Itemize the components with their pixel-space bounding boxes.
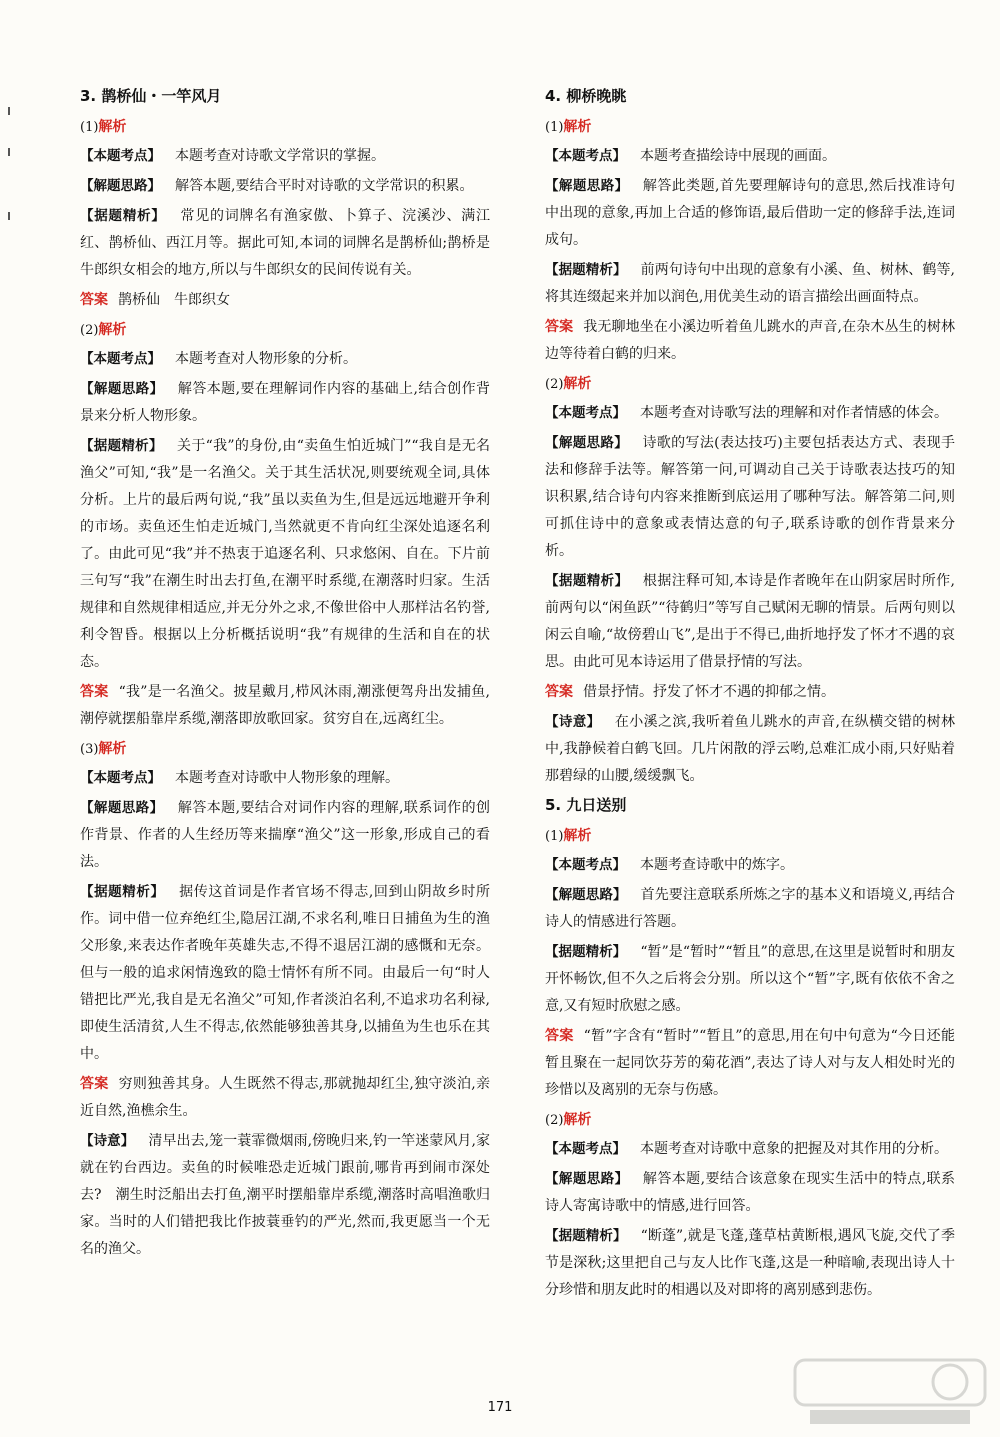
analysis-paragraph	[545, 1223, 955, 1304]
paragraph-text: 解答本题,要结合该意象在现实生活中的特点,联系诗人寄寓诗歌中的情感,进行回答。	[545, 1171, 956, 1214]
analysis-paragraph	[545, 173, 955, 254]
paragraph-tag: 【解题思路】	[545, 887, 627, 903]
analysis-paragraph	[545, 1136, 955, 1163]
paragraph-text: 据传这首词是作者官场不得志,回到山阴故乡时所作。词中借一位弃绝红尘,隐居江湖,不求名利,唯日日捕鱼为生的渔父形象,来表达作者晚年英雄失志,不得不退居江湖的感慨和无奈。但与一般的追求闲情逸致的隐士情怀有所不同。由最后一句“时人错把比严光,我自是无名渔父”可知,作者淡泊名利,不追求功名利禄,即使生活清贫,人生不得志,依然能够独善其身,以捕鱼为生也乐在其中。	[80, 884, 490, 1062]
paragraph-text: 本题考查诗歌中的炼字。	[626, 857, 794, 873]
paragraph-tag: 【本题考点】	[80, 351, 161, 367]
answer-text: 鹊桥仙 牛郎织女	[118, 292, 230, 308]
analysis-paragraph	[80, 433, 490, 676]
paragraph-text: 首先要注意联系所炼之字的基本义和语境义,再结合诗人的情感进行答题。	[545, 887, 956, 930]
analysis-paragraph	[80, 1128, 490, 1263]
analysis-paragraph	[80, 346, 490, 373]
analysis-label: 解析	[563, 376, 592, 392]
answer-text: 我无聊地坐在小溪边听着鱼儿跳水的声音,在杂木丛生的树林边等待着白鹤的归来。	[545, 319, 956, 362]
analysis-paragraph	[545, 430, 955, 565]
answer-label: 答案	[545, 684, 573, 700]
edge-mark	[8, 107, 10, 115]
section-heading: 4. 柳桥晚眺	[545, 87, 627, 105]
paragraph-text: 根据注释可知,本诗是作者晚年在山阴家居时所作,前两句以“闲鱼跃”“待鹤归”等写自己赋闲无聊的情景。后两句则以闲云自喻,“故傍碧山飞”,是出于不得已,曲折地抒发了怀才不遇的哀思。由此可见本诗运用了借景抒情的写法。	[545, 573, 956, 670]
paragraph-text: 解答本题,要在理解词作内容的基础上,结合创作背景来分析人物形象。	[80, 381, 491, 424]
paragraph-text: 解答此类题,首先要理解诗句的意思,然后找准诗句中出现的意象,再加上合适的修饰语,最后借助一定的修辞手法,连词成句。	[545, 178, 956, 248]
subquestion-label	[80, 736, 490, 763]
subquestion-number: (3)	[80, 742, 99, 757]
paragraph-text: “暂”是“暂时”“暂且”的意思,在这里是说暂时和朋友开怀畅饮,但不久之后将会分别。所以这个“暂”字,既有依依不舍之意,又有短时欣慰之感。	[545, 944, 955, 1014]
paragraph-text: 本题考查对人物形象的分析。	[161, 351, 357, 367]
analysis-paragraph	[545, 568, 955, 676]
paragraph-text: 关于“我”的身份,由“卖鱼生怕近城门”“我自是无名渔父”可知,“我”是一名渔父。关于其生活状况,则要统观全词,具体分析。上片的最后两句说,“我”虽以卖鱼为生,但是远远地避开争利的市场。卖鱼还生怕走近城门,当然就更不肯向红尘深处追逐名利了。由此可见“我”并不热衷于追逐名利、只求悠闲、自在。下片前三句写“我”在潮生时出去打鱼,在潮平时系缆,在潮落时归家。生活规律和自然规律相适应,并无分外之求,不像世俗中人那样沽名钓誉,利令智昏。根据以上分析概括说明“我”有规律的生活和自在的状态。	[80, 438, 490, 670]
analysis-label: 解析	[563, 119, 592, 135]
analysis-paragraph	[545, 852, 955, 879]
analysis-paragraph	[80, 765, 490, 792]
answer-text: 穷则独善其身。人生既然不得志,那就抛却红尘,独守淡泊,亲近自然,渔樵余生。	[80, 1076, 491, 1119]
paragraph-text: 常见的词牌名有渔家傲、卜算子、浣溪沙、满江红、鹊桥仙、西江月等。据此可知,本词的词牌名是鹊桥仙;鹊桥是牛郎织女相会的地方,所以与牛郎织女的民间传说有关。	[80, 208, 491, 278]
answer-paragraph	[545, 1023, 955, 1104]
subquestion-label	[80, 317, 490, 344]
answer-text: 借景抒情。抒发了怀才不遇的抑郁之情。	[583, 684, 835, 700]
paragraph-text: 诗歌的写法(表达技巧)主要包括表达方式、表现手法和修辞手法等。解答第一问,可调动自己关于诗歌表达技巧的知识积累,结合诗句内容来推断到底运用了哪种写法。解答第二问,则可抓住诗中的意象或表情达意的句子,联系诗歌的创作背景来分析。	[545, 435, 955, 559]
paragraph-tag: 【据题精析】	[545, 573, 629, 589]
subquestion-number: (2)	[80, 323, 99, 338]
analysis-paragraph	[80, 203, 490, 284]
analysis-paragraph	[80, 173, 490, 200]
analysis-paragraph	[80, 143, 490, 170]
analysis-label: 解析	[98, 119, 127, 135]
paragraph-tag: 【据题精析】	[545, 1228, 627, 1244]
paragraph-tag: 【据题精析】	[545, 262, 627, 278]
analysis-label: 解析	[563, 1112, 592, 1128]
paragraph-tag: 【据题精析】	[80, 208, 166, 224]
analysis-paragraph	[545, 709, 955, 790]
paragraph-tag: 【本题考点】	[545, 1141, 626, 1157]
analysis-paragraph	[545, 939, 955, 1020]
paragraph-text: 清早出去,笼一蓑霏微烟雨,傍晚归来,钓一竿迷蒙风月,家就在钓台西边。卖鱼的时候唯恐走近城门跟前,哪肯再到闹市深处去? 潮生时泛船出去打鱼,潮平时摆船靠岸系缆,潮落时高唱渔歌归家。当时的人们错把我比作披蓑垂钓的严光,然而,我更愿当一个无名的渔父。	[80, 1133, 491, 1257]
analysis-label: 解析	[563, 828, 592, 844]
answer-text: “我”是一名渔父。披星戴月,栉风沐雨,潮涨便驾舟出发捕鱼,潮停就摆船靠岸系缆,潮落即放歌回家。贫穷自在,远离红尘。	[80, 684, 490, 727]
paragraph-tag: 【据题精析】	[80, 438, 163, 454]
paragraph-tag: 【本题考点】	[80, 148, 161, 164]
paragraph-text: 本题考查对诗歌中意象的把握及对其作用的分析。	[626, 1141, 948, 1157]
paragraph-tag: 【解题思路】	[80, 800, 164, 816]
paragraph-tag: 【本题考点】	[80, 770, 161, 786]
subquestion-number: (1)	[80, 120, 99, 135]
analysis-label: 解析	[98, 741, 127, 757]
analysis-paragraph	[80, 879, 490, 1068]
answer-paragraph	[545, 314, 955, 368]
paragraph-tag: 【解题思路】	[545, 178, 629, 194]
analysis-paragraph	[80, 795, 490, 876]
subquestion-number: (1)	[545, 829, 564, 844]
analysis-paragraph	[545, 400, 955, 427]
paragraph-tag: 【本题考点】	[545, 148, 626, 164]
analysis-paragraph	[80, 376, 490, 430]
analysis-paragraph	[545, 882, 955, 936]
paragraph-text: “断蓬”,就是飞蓬,蓬草枯黄断根,遇风飞旋,交代了季节是深秋;这里把自己与友人比作飞蓬,这是一种暗喻,表现出诗人十分珍惜和朋友此时的相遇以及对即将的离别感到悲伤。	[545, 1228, 955, 1298]
subquestion-number: (2)	[545, 1113, 564, 1128]
subquestion-label	[545, 1107, 955, 1134]
paragraph-tag: 【据题精析】	[545, 944, 627, 960]
paragraph-text: 本题考查对诗歌写法的理解和对作者情感的体会。	[626, 405, 948, 421]
paragraph-tag: 【本题考点】	[545, 857, 626, 873]
paragraph-tag: 【据题精析】	[80, 884, 165, 900]
subquestion-label	[545, 371, 955, 398]
edge-mark	[8, 148, 10, 156]
section-heading: 3. 鹊桥仙・一竿风月	[80, 87, 222, 105]
subquestion-label	[545, 823, 955, 850]
paragraph-tag: 【本题考点】	[545, 405, 626, 421]
subquestion-number: (1)	[545, 120, 564, 135]
paragraph-tag: 【解题思路】	[80, 381, 164, 397]
answer-paragraph	[545, 679, 955, 706]
paragraph-tag: 【解题思路】	[545, 1171, 629, 1187]
paragraph-tag: 【解题思路】	[545, 435, 629, 451]
paragraph-text: 解答本题,要结合对词作内容的理解,联系词作的创作背景、作者的人生经历等来揣摩“渔父”这一形象,形成自己的看法。	[80, 800, 491, 870]
paragraph-text: 在小溪之滨,我听着鱼儿跳水的声音,在纵横交错的树林中,我静候着白鹤飞回。几片闲散的浮云哟,总难汇成小雨,只好贴着那碧绿的山腰,缓缓飘飞。	[545, 714, 955, 784]
left-column	[80, 82, 490, 1266]
answer-paragraph	[80, 679, 490, 733]
analysis-label: 解析	[98, 322, 127, 338]
paragraph-tag: 【解题思路】	[80, 178, 161, 194]
answer-paragraph	[80, 1071, 490, 1125]
answer-label: 答案	[545, 319, 574, 335]
right-column	[545, 82, 955, 1307]
paragraph-tag: 【诗意】	[80, 1133, 135, 1149]
subquestion-label	[80, 114, 490, 141]
paragraph-tag: 【诗意】	[545, 714, 601, 730]
analysis-paragraph	[545, 143, 955, 170]
analysis-paragraph	[545, 1166, 955, 1220]
answer-label: 答案	[80, 684, 109, 700]
answer-label: 答案	[80, 292, 108, 308]
page-number: 171	[487, 1400, 513, 1415]
section-heading: 5. 九日送别	[545, 796, 627, 814]
answer-paragraph	[80, 287, 490, 314]
watermark-logo	[790, 1355, 990, 1430]
subquestion-number: (2)	[545, 377, 564, 392]
paragraph-text: 本题考查对诗歌文学常识的掌握。	[161, 148, 385, 164]
answer-label: 答案	[80, 1076, 109, 1092]
answer-text: “暂”字含有“暂时”“暂且”的意思,用在句中句意为“今日还能暂且聚在一起同饮芬芳的菊花酒”,表达了诗人对与友人相处时光的珍惜以及离别的无奈与伤感。	[545, 1028, 955, 1098]
answer-label: 答案	[545, 1028, 574, 1044]
paragraph-text: 本题考查对诗歌中人物形象的理解。	[161, 770, 399, 786]
paragraph-text: 本题考查描绘诗中展现的画面。	[626, 148, 836, 164]
edge-mark	[8, 212, 10, 220]
subquestion-label	[545, 114, 955, 141]
paragraph-text: 前两句诗句中出现的意象有小溪、鱼、树林、鹤等,将其连缀起来并加以润色,用优美生动的语言描绘出画面特点。	[545, 262, 956, 305]
paragraph-text: 解答本题,要结合平时对诗歌的文学常识的积累。	[161, 178, 474, 194]
analysis-paragraph	[545, 257, 955, 311]
